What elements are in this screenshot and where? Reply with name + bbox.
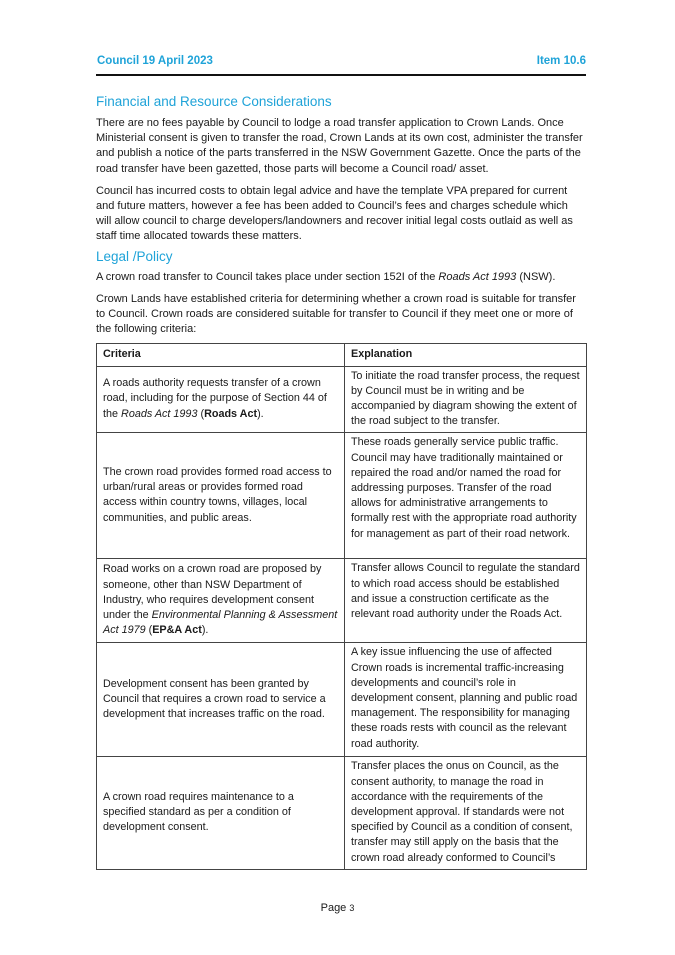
criteria-cell: A roads authority requests transfer of a crown road, including for the purpose of Section 44 of the Roads Act 1993 (Roads Act). (97, 366, 345, 433)
item-number: Item 10.6 (536, 55, 586, 67)
explanation-cell: Transfer allows Council to regulate the standard to which road access should be established and issue a construction certificate as the relevant road authority under the Roads Act. (345, 559, 587, 643)
table-row (97, 559, 587, 643)
page-content (96, 92, 586, 870)
table-row (97, 433, 587, 559)
criteria-cell: The crown road provides formed road access to urban/rural areas or provides formed road access within country towns, villages, local communities, and public areas. (97, 433, 345, 559)
explanation-cell: These roads generally service public traffic. Council may have traditionally maintained or repaired the road and/or named the road for addressing purposes. Transfer of the road allows for administrative arrangements to formally rest with the appropriate road authority for management as part of their road network. (345, 433, 587, 559)
financial-heading: Financial and Resource Considerations (96, 94, 332, 109)
explanation-cell: To initiate the road transfer process, the request by Council must be in writing and be accompanied by diagram showing the extent of the road subject to the transfer. (345, 366, 587, 433)
page-header (96, 54, 586, 76)
legal-paragraph-1: A crown road transfer to Council takes place under section 152I of the Roads Act 1993 (NSW). (96, 270, 556, 283)
table-row (97, 757, 587, 869)
criteria-column-header: Criteria (97, 344, 345, 366)
table-row (97, 643, 587, 757)
criteria-cell: A crown road requires maintenance to a specified standard as per a condition of development consent. (97, 757, 345, 869)
financial-paragraph-2: Council has incurred costs to obtain legal advice and have the template VPA prepared for current and future matters, however a fee has been added to Council’s fees and charges schedule which will allow council to charge developers/landowners and recover initial legal costs outlaid as well as staff time allocated towards these matters. (96, 184, 573, 243)
page-footer (0, 902, 675, 914)
meeting-date: Council 19 April 2023 (97, 55, 213, 67)
criteria-table (96, 343, 587, 869)
explanation-column-header: Explanation (345, 344, 587, 366)
page-label: Page (320, 902, 350, 914)
explanation-cell: Transfer places the onus on Council, as the consent authority, to manage the road in accordance with the requirements of the development approval. If standards were not specified by Council as a condition of consent, transfer may still apply on the basis that the crown road already conformed to Council’s (345, 757, 587, 869)
legal-heading: Legal /Policy (96, 248, 173, 264)
page-number: 3 (349, 903, 355, 913)
table-row (97, 366, 587, 433)
financial-paragraph-1: There are no fees payable by Council to lodge a road transfer application to Crown Lands. Once Ministerial consent is given to transfer the road, Crown Lands at its own cost, administer the transfer and publish a notice of the parts transferred in the NSW Government Gazette. Once the parts of the road transfer have been gazetted, those parts will become a Council road/ asset. (96, 117, 583, 175)
legal-paragraph-2: Crown Lands have established criteria for determining whether a crown road is suitable for transfer to Council. Crown roads are considered suitable for transfer to Council if they meet one or more of the following criteria: (96, 292, 576, 336)
criteria-cell: Road works on a crown road are proposed by someone, other than NSW Department of Industry, who requires development consent under the Environmental Planning & Assessment Act 1979 (EP&A Act). (97, 559, 345, 643)
table-header-row (97, 344, 587, 366)
explanation-cell: A key issue influencing the use of affected Crown roads is incremental traffic-increasing developments and council’s role in development consent, planning and public road management. The responsibility for managing these roads rests with council as the relevant road authority. (345, 643, 587, 757)
criteria-cell: Development consent has been granted by Council that requires a crown road to service a development that increases traffic on the road. (97, 643, 345, 757)
